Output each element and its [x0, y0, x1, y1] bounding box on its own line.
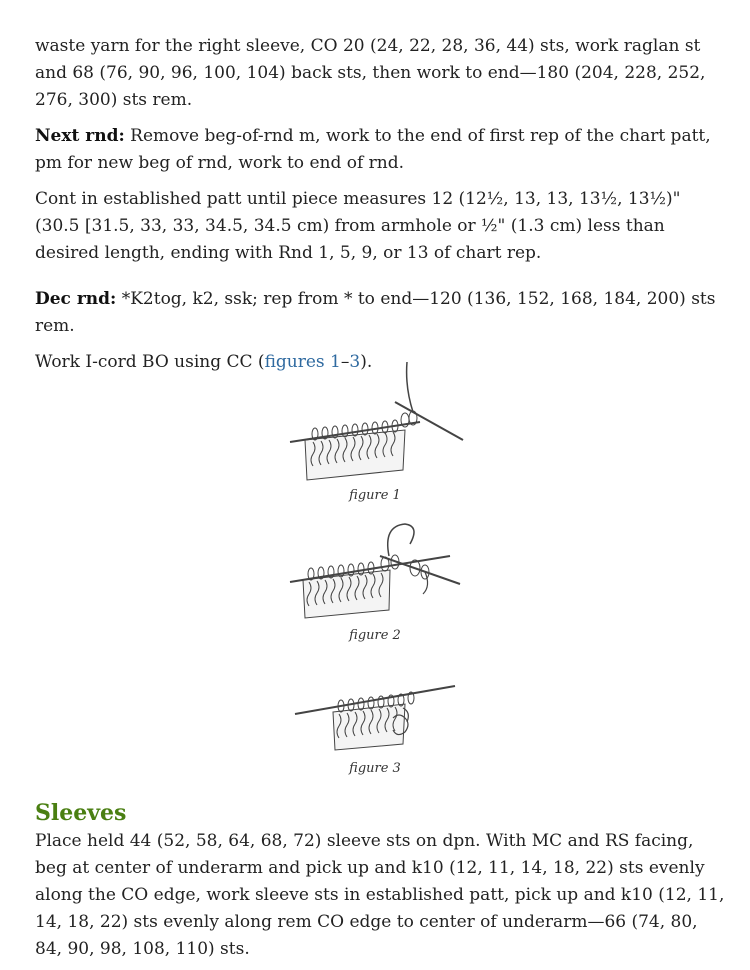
paragraph-raglan: waste yarn for the right sleeve, CO 20 (24, 22, 28, 36, 44) sts, work raglan st and 68 (76, 90, 96, 100, 104) back sts, then work to end—180 (204, 228, 252, 276, 300) sts rem. — [35, 36, 706, 110]
icord-suffix: ). — [360, 352, 373, 372]
next-rnd-text: Remove beg-of-rnd m, work to the end of first rep of the chart patt, pm for new beg of rnd, work to end of rnd. — [35, 126, 711, 173]
figure-3-caption: figure 3 — [349, 761, 401, 776]
icord-illustration-2 — [285, 516, 465, 626]
section-title-sleeves: Sleeves — [35, 800, 127, 826]
figure-1 — [285, 362, 465, 503]
paragraph-next-rnd — [35, 123, 725, 177]
figure-2-caption: figure 2 — [349, 628, 401, 643]
figures-link-3[interactable]: 3 — [349, 352, 361, 372]
instructions-text — [35, 33, 725, 376]
paragraph-sleeves: Place held 44 (52, 58, 64, 68, 72) sleeve sts on dpn. With MC and RS facing, beg at center of underarm and pick up and k10 (12, 11, 14, 18, 22) sts evenly along the CO edge, work sleeve sts in established patt, pick up and k10 (12, 11, 14, 18, 22) sts evenly along rem CO edge to center of underarm—66 (74, 80, 84, 90, 98, 108, 110) sts. — [35, 831, 725, 959]
dec-rnd-label: Dec rnd: — [35, 289, 117, 309]
icord-prefix: Work I-cord BO using CC ( — [35, 352, 265, 372]
sleeves-instructions — [35, 828, 725, 963]
figures-link-1[interactable]: figures 1 — [264, 352, 341, 372]
icord-illustration-1 — [285, 362, 465, 482]
figure-3 — [285, 678, 465, 776]
figure-2 — [285, 516, 465, 643]
icord-illustration-3 — [285, 678, 465, 758]
next-rnd-label: Next rnd: — [35, 126, 125, 146]
figures-dash: – — [340, 352, 350, 372]
paragraph-continue: Cont in established patt until piece measures 12 (12½, 13, 13, 13½, 13½)" (30.5 [31.5, 33, 33, 34.5, 34.5 cm) from armhole or ½" (1.3 cm) less than desired length, ending with Rnd 1, 5, 9, or 13 of chart rep. — [35, 189, 681, 263]
paragraph-dec-rnd — [35, 286, 725, 340]
dec-rnd-text: *K2tog, k2, ssk; rep from * to end—120 (136, 152, 168, 184, 200) sts rem. — [35, 289, 716, 336]
figure-1-caption: figure 1 — [349, 488, 401, 503]
